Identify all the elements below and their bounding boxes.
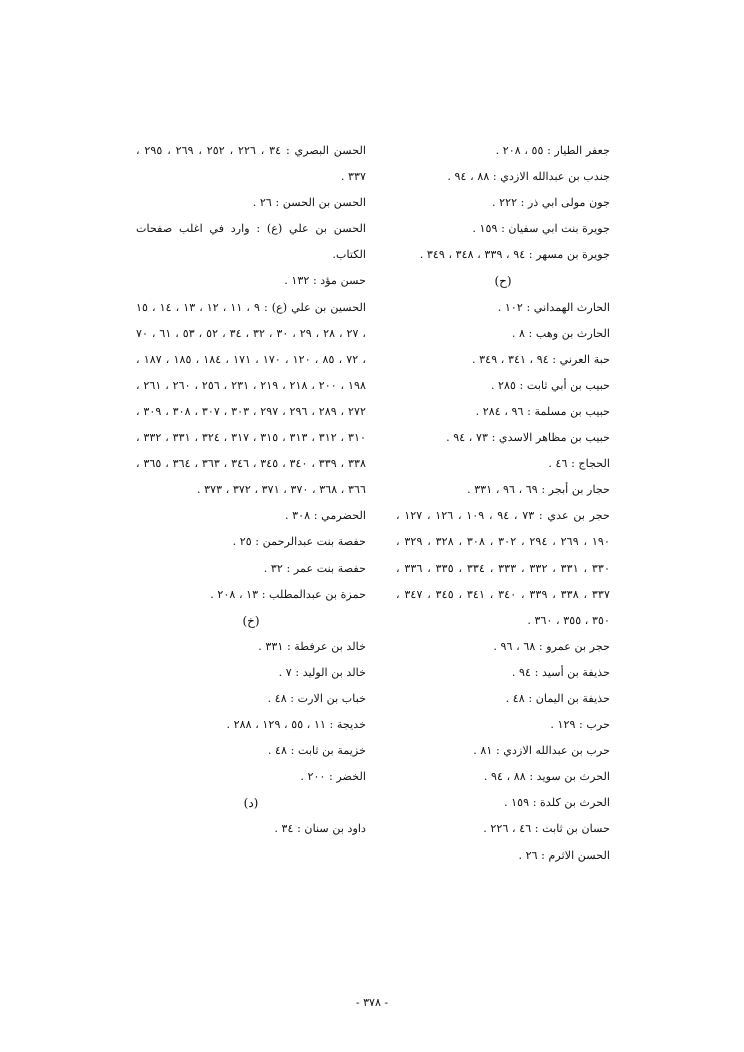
index-entry: خالد بن عرفطة : ٣٣١ .: [258, 639, 366, 653]
index-entry: الحضرمي : ٣٠٨ .: [285, 509, 366, 523]
index-entry: خالد بن الوليد : ٧ .: [278, 665, 366, 679]
index-entry: داود بن سنان : ٣٤ .: [274, 822, 366, 836]
index-entry: الحجاج : ٤٦ .: [548, 457, 610, 471]
index-entry: حفصة بنت عمر : ٣٢ .: [263, 561, 366, 575]
index-column-right: [396, 138, 610, 869]
index-entry: حرب بن عبدالله الازدي : ٨١ .: [473, 744, 610, 758]
index-entry: حذيفة بن أسيد : ٩٤ .: [511, 665, 610, 679]
index-entry: الحسن الاثرم : ٢٦ .: [518, 848, 610, 862]
index-entry: الحسن البصري : ٣٤ ، ٢٢٦ ، ٢٥٢ ، ٢٦٩ ، ٢٩٥ ، ٣٣٧ .: [136, 144, 367, 184]
index-entry: حبيب بن أبي ثابت : ٢٨٥ .: [490, 378, 610, 392]
page-number: - ٣٧٨ -: [355, 996, 389, 1009]
index-entry: حمزة بن عبدالمطلب : ١٣ ، ٢٠٨ .: [210, 587, 366, 601]
index-entry: حجر بن عدي : ٧٣ ، ٩٤ ، ١٠٩ ، ١٢٦ ، ١٢٧ ، ١٩٠ ، ٢٦٩ ، ٢٩٤ ، ٣٠٢ ، ٣٠٨ ، ٣٢٨ ، ٣٢٩ ، ٣٣٠ ، ٣٣١ ، ٣٣٢ ، ٣٣٣ ، ٣٣٤ ، ٣٣٥ ، ٣٣٦ ، ٣٣٧ ، ٣٣٨ ، ٣٣٩ ، ٣٤٠ ، ٣٤١ ، ٣٤٥ ، ٣٤٧ ، ٣٥٠ ، ٣٥٥ ، ٣٦٠ .: [396, 509, 610, 627]
section-letter-heading: (د): [243, 796, 259, 811]
index-entry: الحارث بن وهب : ٨ .: [511, 326, 610, 340]
index-entry: حسان بن ثابت : ٤٦ ، ٢٢٦ .: [483, 822, 610, 836]
index-column-left: [136, 138, 366, 843]
index-entry: خديجة : ١١ ، ٥٥ ، ١٢٩ ، ٢٨٨ .: [226, 718, 366, 732]
index-entry: جويرة بن مسهر : ٩٤ ، ٣٣٩ ، ٣٤٨ ، ٣٤٩ .: [419, 248, 610, 262]
section-letter-heading: (ح): [494, 274, 512, 289]
index-entry: حبة العرني : ٩٤ ، ٣٤١ ، ٣٤٩ .: [472, 352, 610, 366]
index-entry: خزيمة بن ثابت : ٤٨ .: [267, 744, 366, 758]
index-entry: حفصة بنت عبدالرحمن : ٢٥ .: [232, 535, 366, 549]
index-entry: حبيب بن مظاهر الاسدي : ٧٣ ، ٩٤ .: [446, 431, 610, 445]
index-entry: حبيب بن مسلمة : ٩٦ ، ٢٨٤ .: [475, 404, 610, 418]
index-entry: حسن مؤد : ١٣٢ .: [284, 274, 366, 288]
index-entry: الخضر : ٢٠٠ .: [300, 770, 366, 784]
index-entry: الحسن بن الحسن : ٢٦ .: [252, 196, 366, 210]
index-entry: الحسن بن علي (ع) : وارد في اغلب صفحات الكتاب.: [136, 222, 366, 262]
index-entry: حجار بن أبجر : ٦٩ ، ٩٦ ، ٣٣١ .: [467, 483, 610, 497]
index-entry: جعفر الطيار : ٥٥ ، ٢٠٨ .: [495, 144, 610, 157]
index-entry: جندب بن عبدالله الازدي : ٨٨ ، ٩٤ .: [447, 170, 610, 184]
index-entry: خباب بن الارت : ٤٨ .: [267, 691, 366, 705]
index-entry: حذيفة بن اليمان : ٤٨ .: [505, 691, 610, 705]
index-entry: الحسين بن علي (ع) : ٩ ، ١١ ، ١٢ ، ١٣ ، ١٤ ، ١٥ ، ٢٧ ، ٢٨ ، ٢٩ ، ٣٠ ، ٣٢ ، ٣٤ ، ٥٢ ، ٥٣ ، ٦١ ، ٧٠ ، ٧٢ ، ٨٥ ، ١٢٠ ، ١٧٠ ، ١٧١ ، ١٨٤ ، ١٨٥ ، ١٨٧ ، ١٩٨ ، ٢٠٠ ، ٢١٨ ، ٢١٩ ، ٢٣١ ، ٢٥٦ ، ٢٦٠ ، ٢٦١ ، ٢٧٢ ، ٢٨٩ ، ٢٩٦ ، ٢٩٧ ، ٣٠٣ ، ٣٠٧ ، ٣٠٨ ، ٣٠٩ ، ٣١٠ ، ٣١٢ ، ٣١٣ ، ٣١٥ ، ٣١٧ ، ٣٢٤ ، ٣٣١ ، ٣٣٢ ، ٣٣٨ ، ٣٣٩ ، ٣٤٠ ، ٣٤٥ ، ٣٤٦ ، ٣٦٣ ، ٣٦٤ ، ٣٦٥ ، ٣٦٦ ، ٣٦٨ ، ٣٧٠ ، ٣٧١ ، ٣٧٢ ، ٣٧٣ .: [136, 300, 367, 497]
index-entry: جويرة بنت ابي سفيان : ١٥٩ .: [472, 222, 610, 236]
index-entry: جون مولى ابي ذر : ٢٢٢ .: [491, 196, 610, 210]
section-letter-heading: (خ): [242, 613, 260, 628]
index-entry: حرب : ١٢٩ .: [550, 718, 610, 732]
index-entry: الحارث الهمداني : ١٠٢ .: [497, 300, 610, 314]
index-entry: حجر بن عمرو : ٦٨ ، ٩٦ .: [493, 639, 610, 653]
index-entry: الحرث بن سويد : ٨٨ ، ٩٤ .: [483, 770, 610, 784]
index-entry: الحرث بن كلدة : ١٥٩ .: [504, 796, 610, 810]
